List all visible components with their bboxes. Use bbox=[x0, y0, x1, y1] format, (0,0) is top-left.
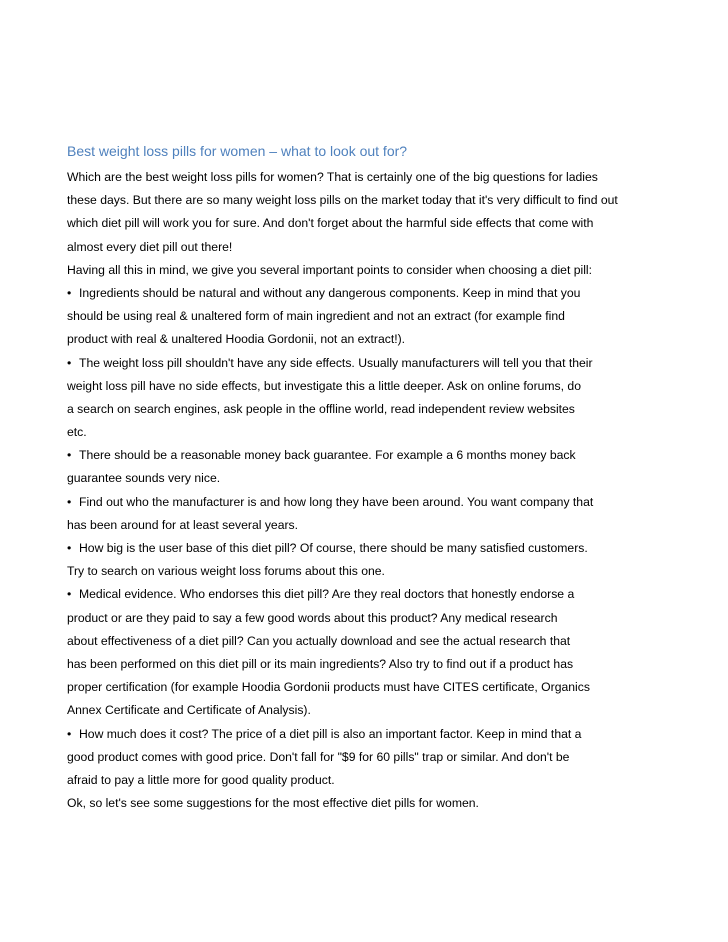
line-text: product with real & unaltered Hoodia Gordonii, not an extract!). bbox=[67, 332, 406, 347]
line-text: Find out who the manufacturer is and how long they have been around. You want company that bbox=[79, 494, 594, 509]
line-text: There should be a reasonable money back guarantee. For example a 6 months money back bbox=[79, 448, 576, 463]
bullet-marker: • bbox=[67, 448, 72, 463]
line-text: Try to search on various weight loss forums about this one. bbox=[67, 564, 385, 579]
line-text: Ok, so let's see some suggestions for the most effective diet pills for women. bbox=[67, 796, 479, 811]
bullet-marker: • bbox=[67, 541, 72, 555]
bullet-line bbox=[67, 583, 707, 606]
line-text: Annex Certificate and Certificate of Analysis). bbox=[67, 703, 311, 718]
line-text: a search on search engines, ask people in the offline world, read independent review websites bbox=[67, 401, 575, 416]
line-text: about effectiveness of a diet pill? Can you actually download and see the actual research that bbox=[67, 633, 571, 648]
text-line bbox=[67, 212, 707, 235]
text-line bbox=[67, 375, 707, 398]
text-line bbox=[67, 653, 707, 676]
line-text: good product comes with good price. Don't fall for "$9 for 60 pills" trap or similar. And don't be bbox=[67, 749, 570, 764]
bullet-line bbox=[67, 537, 707, 560]
text-line bbox=[67, 236, 707, 259]
text-line bbox=[67, 166, 707, 189]
text-line bbox=[67, 398, 707, 421]
line-text: has been performed on this diet pill or its main ingredients? Also try to find out if a product has bbox=[67, 656, 574, 671]
line-text: afraid to pay a little more for good quality product. bbox=[67, 772, 335, 787]
bullet-marker: • bbox=[67, 726, 72, 741]
text-line bbox=[67, 514, 707, 537]
line-text: weight loss pill have no side effects, but investigate this a little deeper. Ask on online forums, do bbox=[67, 378, 581, 393]
line-text: Medical evidence. Who endorses this diet pill? Are they real doctors that honestly endorse a bbox=[79, 587, 575, 602]
line-text: How much does it cost? The price of a diet pill is also an important factor. Keep in mind that a bbox=[79, 726, 582, 741]
bullet-line bbox=[67, 352, 707, 375]
document-lines bbox=[67, 166, 707, 815]
text-line bbox=[67, 305, 707, 328]
text-line bbox=[67, 421, 707, 444]
line-text: almost every diet pill out there! bbox=[67, 239, 233, 254]
line-text: these days. But there are so many weight loss pills on the market today that it's very difficult to find out bbox=[67, 193, 618, 208]
line-text: Which are the best weight loss pills for women? That is certainly one of the big questions for ladies bbox=[67, 170, 598, 184]
line-text: should be using real & unaltered form of main ingredient and not an extract (for example find bbox=[67, 309, 565, 324]
text-line bbox=[67, 328, 707, 351]
text-line bbox=[67, 630, 707, 653]
document-title: Best weight loss pills for women – what to look out for? bbox=[67, 143, 408, 159]
text-line bbox=[67, 699, 707, 722]
text-line bbox=[67, 560, 707, 583]
line-text: etc. bbox=[67, 425, 87, 440]
bullet-marker: • bbox=[67, 494, 72, 509]
line-text: Ingredients should be natural and without any dangerous components. Keep in mind that you bbox=[79, 285, 581, 300]
text-line bbox=[67, 607, 707, 630]
line-text: Having all this in mind, we give you several important points to consider when choosing a diet pill: bbox=[67, 262, 593, 277]
text-line bbox=[67, 746, 707, 769]
line-text: How big is the user base of this diet pill? Of course, there should be many satisfied customers. bbox=[79, 541, 588, 555]
bullet-marker: • bbox=[67, 587, 72, 602]
bullet-line bbox=[67, 444, 707, 467]
text-line bbox=[67, 259, 707, 282]
bullet-marker: • bbox=[67, 285, 72, 300]
line-text: proper certification (for example Hoodia Gordonii products must have CITES certificate, Organics bbox=[67, 680, 590, 695]
text-line bbox=[67, 769, 707, 792]
line-text: which diet pill will work you for sure. And don't forget about the harmful side effects that come with bbox=[67, 216, 594, 231]
line-text: has been around for at least several years. bbox=[67, 517, 299, 532]
bullet-line bbox=[67, 491, 707, 514]
line-text: The weight loss pill shouldn't have any side effects. Usually manufacturers will tell you that their bbox=[79, 355, 593, 370]
bullet-marker: • bbox=[67, 355, 72, 370]
bullet-line bbox=[67, 282, 707, 305]
line-text: product or are they paid to say a few good words about this product? Any medical research bbox=[67, 610, 558, 625]
text-line bbox=[67, 792, 707, 815]
text-line bbox=[67, 189, 707, 212]
bullet-line bbox=[67, 723, 707, 746]
text-line bbox=[67, 676, 707, 699]
text-line bbox=[67, 467, 707, 490]
line-text: guarantee sounds very nice. bbox=[67, 471, 221, 486]
document-body bbox=[67, 142, 707, 815]
